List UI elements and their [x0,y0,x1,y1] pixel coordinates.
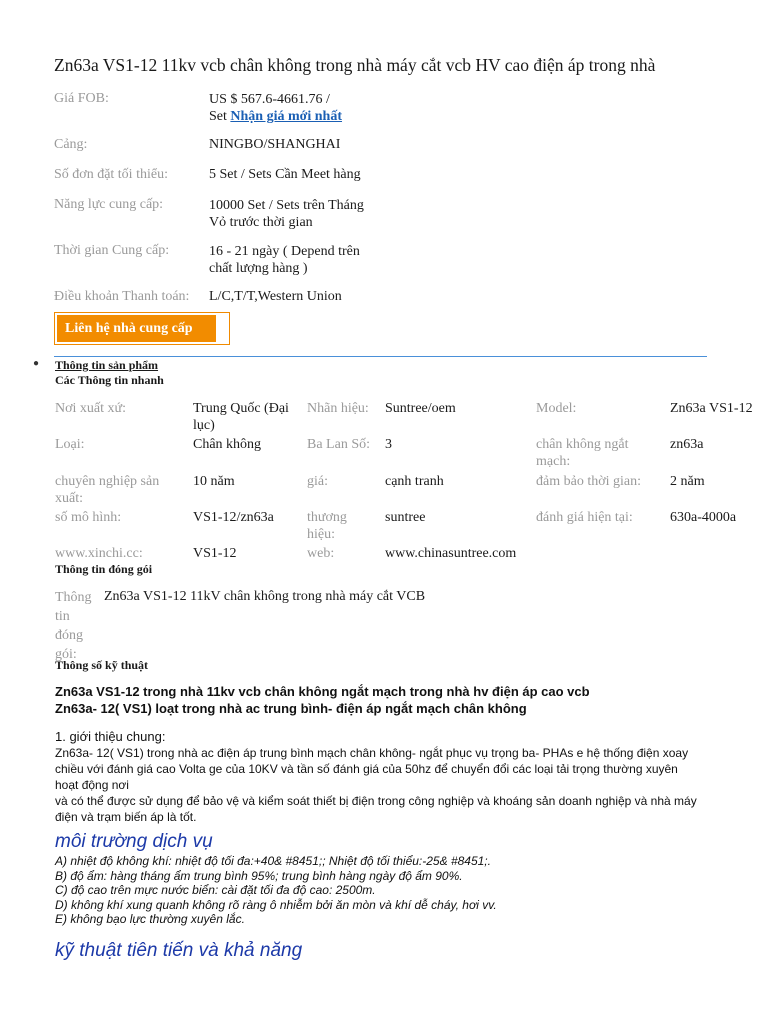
quick-info-key: đánh giá hiện tại: [536,510,633,525]
payment-label: Điều khoản Thanh toán: [54,289,190,304]
quick-info-value: VS1-12 [193,546,237,561]
intro-line: Zn63a- 12( VS1) trong nhà ac điện áp trung bình mạch chân không- ngắt phục vụ trọng ba- PHAs e hệ thống điện xoay [55,746,689,760]
env-list [55,854,497,927]
packaging-heading: Thông tin đóng gói [55,562,153,576]
quick-info-value: zn63a [670,437,704,452]
specs-title [55,683,590,717]
env-item: E) không bạo lực thường xuyên lắc. [55,912,245,926]
fob-value [209,91,342,125]
supply-value [209,197,364,231]
quick-info-value: 3 [385,437,392,452]
fob-label: Giá FOB: [54,91,109,106]
env-item: D) không khí xung quanh không rõ ràng ô nhiễm bởi ăn mòn và khí dễ cháy, hơi vv. [55,897,497,912]
quick-info-key: Ba Lan Số: [307,437,370,452]
quick-info-heading: Các Thông tin nhanh [55,373,164,387]
quick-info-key: Model: [536,401,577,416]
packaging-value: Zn63a VS1-12 11kV chân không trong nhà máy cắt VCB [104,589,426,604]
fob-unit: Set [209,109,231,124]
tech-heading: kỹ thuật tiên tiến và khả năng [55,940,303,961]
fob-price: US $ 567.6-4661.76 / [209,92,330,107]
lead-time-label: Thời gian Cung cấp: [54,243,170,258]
supply-label: Năng lực cung cấp: [54,197,164,212]
quick-info-value: Suntree/oem [385,401,456,416]
lead-time-value [209,243,360,277]
supply-value-line-1: 10000 Set / Sets trên Tháng [209,198,364,213]
specs-title-line-1: Zn63a VS1-12 trong nhà 11kv vcb chân không ngắt mạch trong nhà hv điện áp cao vcb [55,684,590,699]
intro-paragraph [55,745,755,825]
specs-heading: Thông số kỹ thuật [55,658,149,672]
page-title: Zn63a VS1-12 11kv vcb chân không trong nhà máy cắt vcb HV cao điện áp trong nhà [54,55,656,75]
quick-info-value: 2 năm [670,474,705,489]
payment-value: L/C,T/T,Western Union [209,289,342,304]
tab-product-info[interactable]: Thông tin sản phẩm [55,358,159,372]
quick-info-key: thương hiệu: [307,510,347,542]
lead-time-line-2: chất lượng hàng ) [209,261,308,276]
quick-info-key: giá: [307,474,328,489]
fob-unit-line [209,108,342,125]
quick-info-value: cạnh tranh [385,474,444,489]
moq-value: 5 Set / Sets Cần Meet hàng [209,167,361,182]
latest-price-link[interactable]: Nhận giá mới nhất [230,109,343,124]
quick-info-value: 10 năm [193,474,235,489]
quick-info-value: Trung Quốc (Đại lục) [193,401,289,433]
quick-info-key: đảm bảo thời gian: [536,474,641,489]
env-item: B) độ ẩm: hàng tháng ẩm trung bình 95%; trung bình hàng ngày độ ẩm 90%. [55,868,463,883]
intro-line: chiều với đánh giá cao Volta ge của 10KV và tần số đánh giá của 50hz để chuyển đổi các loại tải trọng thường xuyên [55,762,678,776]
quick-info-key: Loại: [55,437,85,452]
env-item: C) độ cao trên mực nước biển: cài đặt tối đa độ cao: 2500m. [55,883,376,897]
intro-line: hoạt động nơi [55,778,129,792]
port-value: NINGBO/SHANGHAI [209,137,341,152]
intro-heading: 1. giới thiệu chung: [55,729,166,744]
lead-time-line-1: 16 - 21 ngày ( Depend trên [209,244,360,259]
quick-info-value: 630a-4000a [670,510,737,525]
bullet-icon: ● [33,358,40,369]
quick-info-value: suntree [385,510,426,525]
env-item: A) nhiệt độ không khí: nhiệt độ tối đa:+40& #8451;; Nhiệt độ tối thiểu:-25& #8451;. [55,854,491,868]
quick-info-key: www.xinchi.cc: [55,546,143,561]
port-label: Cảng: [54,137,88,152]
quick-info-value: Chân không [193,437,262,452]
quick-info-key: số mô hình: [55,510,122,525]
quick-info-key: Nơi xuất xứ: [55,401,126,416]
quick-info-key: chuyên nghiệp sản xuất: [55,474,160,506]
contact-supplier-label: Liên hệ nhà cung cấp [57,315,216,342]
quick-info-key: chân không ngắt mạch: [536,437,629,469]
packaging-label: Thông tin đóng gói: [55,590,92,662]
quick-info-value: www.chinasuntree.com [385,546,517,561]
section-divider [54,356,707,357]
specs-title-line-2: Zn63a- 12( VS1) loạt trong nhà ac trung bình- điện áp ngắt mạch chân không [55,701,527,716]
quick-info-value: Zn63a VS1-12 [670,401,753,416]
intro-line: và có thể được sử dụng để bảo vệ và kiểm soát thiết bị điện trong công nghiệp và khoáng sản doanh nghiệp và nhà máy [55,794,697,808]
quick-info-key: web: [307,546,335,561]
moq-label: Số đơn đặt tối thiểu: [54,167,168,182]
supply-value-line-2: Vỏ trước thời gian [209,215,313,230]
quick-info-key: Nhãn hiệu: [307,401,369,416]
quick-info-value: VS1-12/zn63a [193,510,274,525]
intro-line: điện và trạm biến áp là tốt. [55,810,197,824]
env-heading: môi trường dịch vụ [55,831,213,852]
contact-supplier-button[interactable] [54,312,230,345]
